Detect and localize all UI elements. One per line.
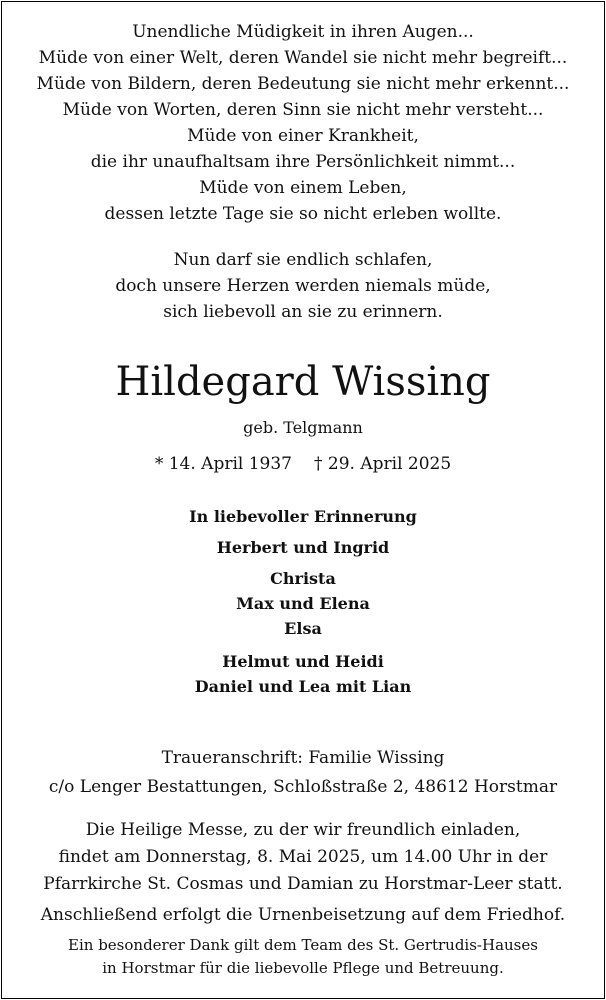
deceased-name: Hildegard Wissing — [115, 359, 491, 405]
mourner-line-6: Daniel und Lea mit Lian — [194, 677, 412, 696]
poem-line-11: sich liebevoll an sie zu erinnern. — [163, 302, 443, 322]
poem-line-9: Nun darf sie endlich schlafen, — [173, 250, 433, 270]
poem-line-8: dessen letzte Tage sie so nicht erleben wollte. — [104, 204, 502, 224]
service-line-1: Die Heilige Messe, zu der wir freundlich einladen, — [85, 820, 521, 840]
obituary-notice — [1, 1, 605, 999]
poem-line-7: Müde von einem Leben, — [199, 178, 407, 198]
burial-line: Anschließend erfolgt die Urnenbeisetzung auf dem Friedhof. — [40, 905, 566, 925]
maiden-name: geb. Telgmann — [243, 418, 363, 437]
poem-line-3: Müde von Bildern, deren Bedeutung sie nicht mehr erkennt... — [36, 74, 570, 94]
death-date: † 29. April 2025 — [314, 454, 452, 474]
poem-line-6: die ihr unaufhaltsam ihre Persönlichkeit nimmt... — [90, 152, 516, 172]
poem-line-5: Müde von einer Krankheit, — [187, 126, 419, 146]
birth-date: * 14. April 1937 — [154, 454, 292, 474]
service-line-2: findet am Donnerstag, 8. Mai 2025, um 14.00 Uhr in der — [58, 847, 548, 867]
poem-line-1: Unendliche Müdigkeit in ihren Augen... — [132, 22, 474, 42]
poem-line-2: Müde von einer Welt, deren Wandel sie nicht mehr begreift... — [38, 48, 568, 68]
mourner-line-3: Max und Elena — [236, 594, 370, 613]
poem-line-10: doch unsere Herzen werden niemals müde, — [115, 276, 491, 296]
thanks-line-2: in Horstmar für die liebevolle Pflege und Betreuung. — [102, 959, 504, 977]
mourner-line-5: Helmut und Heidi — [222, 652, 384, 671]
life-dates — [2, 454, 604, 474]
service-line-3: Pfarrkirche St. Cosmas und Damian zu Horstmar-Leer statt. — [43, 874, 563, 894]
mourners-heading: In liebevoller Erinnerung — [189, 507, 417, 526]
mourner-line-4: Elsa — [284, 619, 322, 638]
address-line-2: c/o Lenger Bestattungen, Schloßstraße 2, 48612 Horstmar — [48, 777, 558, 797]
address-line-1: Traueranschrift: Familie Wissing — [161, 748, 445, 768]
thanks-line-1: Ein besonderer Dank gilt dem Team des St. Gertrudis-Hauses — [68, 936, 538, 954]
mourner-line-1: Herbert und Ingrid — [216, 538, 390, 557]
mourner-line-2: Christa — [270, 569, 336, 588]
poem-line-4: Müde von Worten, deren Sinn sie nicht mehr versteht... — [62, 100, 544, 120]
